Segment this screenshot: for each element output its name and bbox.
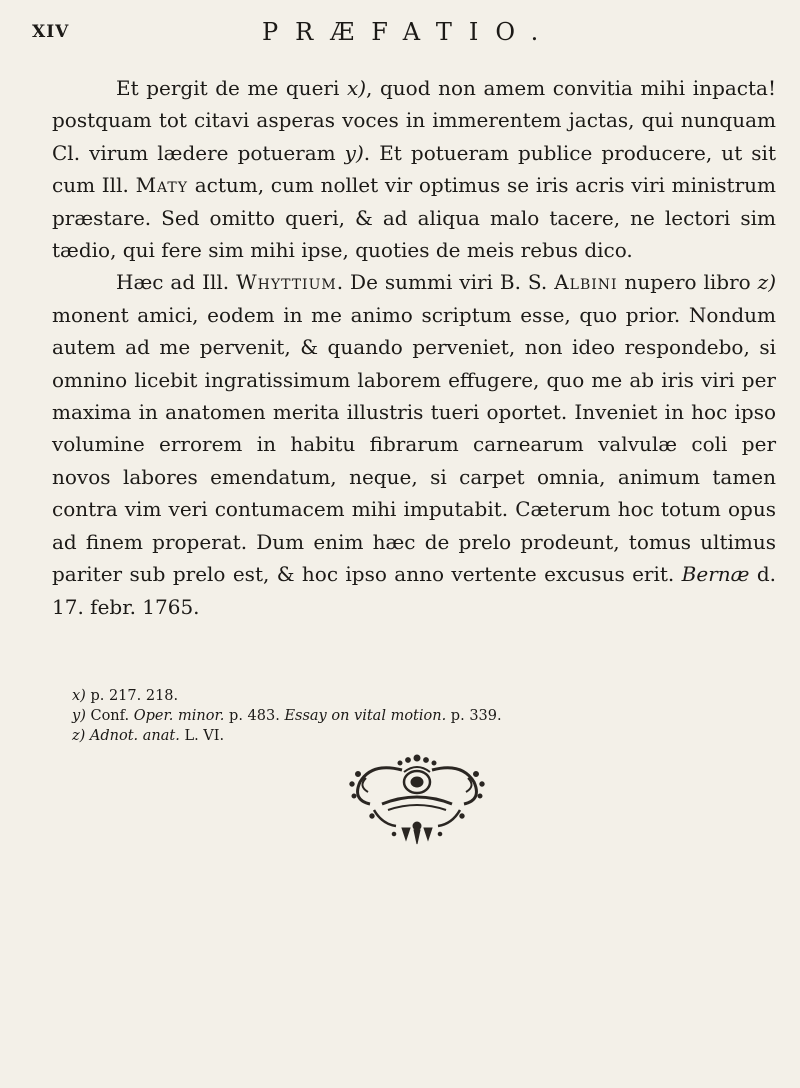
footnotes [72,686,732,746]
footnote-y [72,706,732,726]
footnote-mark: x) [72,688,86,704]
footnote-text: L. VI. [179,728,225,744]
page-header [0,10,800,50]
footnote-title: Oper. minor. [133,708,225,724]
paragraph-1 [52,72,776,266]
footnote-text: p. 217. 218. [85,688,179,704]
footnote-ref-x: x) [346,76,367,100]
footnote-text: p. 339. [446,708,502,724]
text-run: nupero libro [617,270,758,295]
footnote-text: Conf. [85,708,134,724]
footnote-x [72,686,732,706]
text-run: actum, cum nollet vir optimus se iris acris viri ministrum præstare. Sed omitto queri, & ad aliqua malo tacere, ne lectori sim tædio, qui fere sim mihi ipse, quoties de meis rebus dico. [52,173,776,263]
place-name: Bernæ [681,562,750,587]
text-run: Hæc ad Ill. [116,270,237,295]
name-whyttium: Whyttium [236,270,337,295]
footnote-z [72,726,732,746]
footnote-ref-z: z) [757,270,776,295]
text-run: monent amici, eodem in me animo scriptum esse, quo prior. Nondum autem ad me pervenit, & quando perveniet, non ideo respondebo, si omnino licebit ingratissimum laborem effugere, quo me ab iris viri per maxima in anatomen merita illustris tueri oportet. Inveniet in hoc ipso volumine errorem in habitu fibrarum carnearum valvulæ coli per novos labores emendatum, neque, si carpet omnia, animum tamen contra vim veri contumacem mihi imputabit. Cæterum hoc totum opus ad finem properat. Dum enim hæc de prelo prodeunt, tomus ultimus pariter sub prelo est, & hoc ipso anno vertente excusus erit. [52,302,776,587]
paragraph-2 [52,266,776,622]
footnote-title: Essay on vital motion. [284,708,447,724]
footnote-mark: z) [72,728,86,744]
name-maty: Maty [135,173,188,198]
text-run: Et pergit de me queri [116,76,347,100]
footnote-text: p. 483. [224,708,285,724]
text-run: , quod non amem convitia mihi inpacta! postquam tot citavi asperas voces in immerentem jactas, qui nunquam Cl. virum lædere potueram [52,76,776,165]
date-line: d. 17. febr. 1765. [52,562,776,619]
text-run: . Et potueram publice producere, ut sit cum Ill. [52,140,776,198]
floral-tailpiece-ornament-icon [322,748,512,848]
name-albini: Albini [554,270,618,295]
text-run: . De summi viri B. S. [336,270,555,295]
footnote-ref-y: y) [344,140,364,165]
page-number: XIV [32,22,70,42]
footnote-mark: y) [72,708,86,724]
footnote-title: Adnot. anat. [85,728,180,744]
body-text [52,72,776,623]
running-title: PRÆFATIO. [262,18,556,46]
